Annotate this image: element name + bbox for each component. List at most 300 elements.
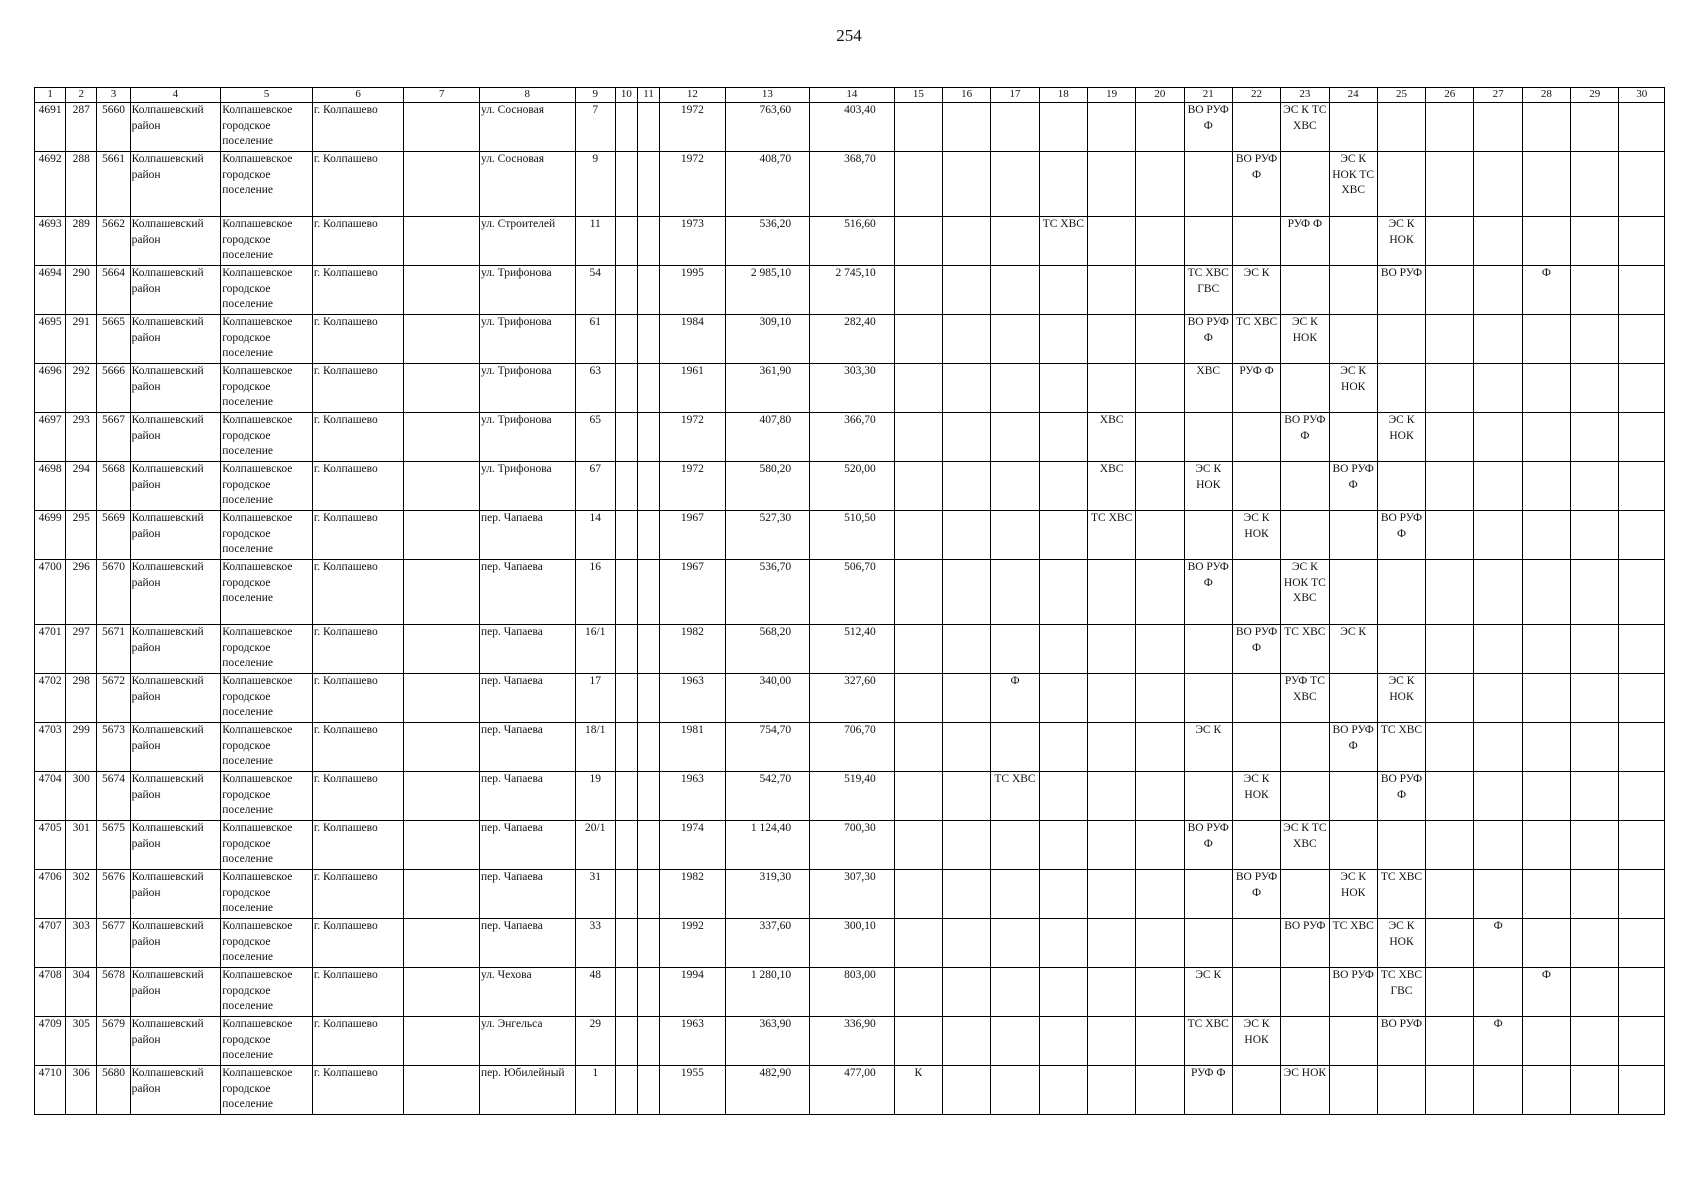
cell-col-29 xyxy=(1571,1066,1619,1115)
cell-col-29 xyxy=(1571,152,1619,217)
cell-col-16 xyxy=(943,413,991,462)
cell-col-15 xyxy=(894,364,942,413)
cell-col-30 xyxy=(1619,919,1665,968)
cell-col-21 xyxy=(1184,772,1232,821)
cell-col-13: 319,30 xyxy=(725,870,810,919)
cell-col-11 xyxy=(638,560,660,625)
cell-col-5: Колпашевское городское поселение xyxy=(221,1066,313,1115)
cell-col-27 xyxy=(1474,674,1522,723)
cell-col-27 xyxy=(1474,462,1522,511)
cell-col-24 xyxy=(1329,266,1377,315)
cell-col-6: г. Колпашево xyxy=(312,103,404,152)
cell-col-8: пер. Чапаева xyxy=(479,919,575,968)
cell-col-24: ЭС К НОК xyxy=(1329,870,1377,919)
cell-col-20 xyxy=(1136,511,1184,560)
cell-col-26 xyxy=(1426,560,1474,625)
cell-col-20 xyxy=(1136,413,1184,462)
cell-col-18 xyxy=(1039,870,1087,919)
cell-col-23 xyxy=(1281,968,1329,1017)
cell-col-22: ЭС К НОК xyxy=(1232,511,1280,560)
cell-col-17 xyxy=(991,511,1039,560)
cell-col-23 xyxy=(1281,870,1329,919)
cell-col-8: пер. Чапаева xyxy=(479,625,575,674)
cell-col-26 xyxy=(1426,413,1474,462)
cell-col-20 xyxy=(1136,217,1184,266)
cell-col-18 xyxy=(1039,152,1087,217)
cell-col-26 xyxy=(1426,152,1474,217)
cell-col-5: Колпашевское городское поселение xyxy=(221,772,313,821)
cell-col-12: 1972 xyxy=(660,152,725,217)
cell-col-27 xyxy=(1474,870,1522,919)
cell-col-24 xyxy=(1329,217,1377,266)
cell-col-14: 506,70 xyxy=(810,560,895,625)
cell-col-26 xyxy=(1426,870,1474,919)
cell-col-11 xyxy=(638,152,660,217)
cell-col-9: 54 xyxy=(575,266,615,315)
cell-col-28 xyxy=(1522,1066,1570,1115)
cell-col-27 xyxy=(1474,1066,1522,1115)
cell-col-7 xyxy=(404,821,480,870)
column-header-13: 13 xyxy=(725,88,810,103)
cell-col-12: 1984 xyxy=(660,315,725,364)
cell-col-2: 293 xyxy=(66,413,97,462)
cell-col-7 xyxy=(404,217,480,266)
cell-col-10 xyxy=(615,1066,637,1115)
cell-col-22 xyxy=(1232,821,1280,870)
cell-col-5: Колпашевское городское поселение xyxy=(221,462,313,511)
cell-col-6: г. Колпашево xyxy=(312,919,404,968)
cell-col-29 xyxy=(1571,821,1619,870)
cell-col-18 xyxy=(1039,266,1087,315)
cell-col-14: 403,40 xyxy=(810,103,895,152)
cell-col-13: 2 985,10 xyxy=(725,266,810,315)
cell-col-26 xyxy=(1426,315,1474,364)
cell-col-26 xyxy=(1426,821,1474,870)
cell-col-24 xyxy=(1329,1017,1377,1066)
cell-col-27 xyxy=(1474,772,1522,821)
cell-col-16 xyxy=(943,1066,991,1115)
cell-col-25: ВО РУФ xyxy=(1377,266,1425,315)
cell-col-29 xyxy=(1571,462,1619,511)
cell-col-12: 1972 xyxy=(660,413,725,462)
column-header-24: 24 xyxy=(1329,88,1377,103)
cell-col-21: ВО РУФ Ф xyxy=(1184,315,1232,364)
cell-col-4: Колпашевский район xyxy=(130,968,221,1017)
cell-col-17 xyxy=(991,217,1039,266)
cell-col-5: Колпашевское городское поселение xyxy=(221,315,313,364)
table-row xyxy=(35,1066,1665,1115)
table-row xyxy=(35,1017,1665,1066)
cell-col-21 xyxy=(1184,674,1232,723)
cell-col-14: 336,90 xyxy=(810,1017,895,1066)
cell-col-26 xyxy=(1426,511,1474,560)
cell-col-24 xyxy=(1329,103,1377,152)
cell-col-7 xyxy=(404,1017,480,1066)
cell-col-19 xyxy=(1087,625,1135,674)
cell-col-27 xyxy=(1474,723,1522,772)
cell-col-23: ЭС К НОК xyxy=(1281,315,1329,364)
cell-col-5: Колпашевское городское поселение xyxy=(221,364,313,413)
table-row xyxy=(35,674,1665,723)
cell-col-10 xyxy=(615,462,637,511)
cell-col-2: 305 xyxy=(66,1017,97,1066)
cell-col-18 xyxy=(1039,674,1087,723)
cell-col-26 xyxy=(1426,364,1474,413)
cell-col-13: 536,20 xyxy=(725,217,810,266)
cell-col-1: 4704 xyxy=(35,772,66,821)
cell-col-28 xyxy=(1522,315,1570,364)
cell-col-17 xyxy=(991,625,1039,674)
cell-col-6: г. Колпашево xyxy=(312,821,404,870)
cell-col-12: 1972 xyxy=(660,462,725,511)
cell-col-30 xyxy=(1619,364,1665,413)
cell-col-24: ВО РУФ xyxy=(1329,968,1377,1017)
cell-col-18 xyxy=(1039,625,1087,674)
cell-col-3: 5661 xyxy=(97,152,130,217)
cell-col-14: 516,60 xyxy=(810,217,895,266)
cell-col-1: 4709 xyxy=(35,1017,66,1066)
cell-col-10 xyxy=(615,315,637,364)
cell-col-13: 337,60 xyxy=(725,919,810,968)
cell-col-13: 763,60 xyxy=(725,103,810,152)
cell-col-2: 291 xyxy=(66,315,97,364)
cell-col-13: 482,90 xyxy=(725,1066,810,1115)
cell-col-13: 408,70 xyxy=(725,152,810,217)
cell-col-28 xyxy=(1522,217,1570,266)
cell-col-11 xyxy=(638,413,660,462)
cell-col-11 xyxy=(638,462,660,511)
cell-col-6: г. Колпашево xyxy=(312,266,404,315)
cell-col-9: 18/1 xyxy=(575,723,615,772)
cell-col-2: 287 xyxy=(66,103,97,152)
cell-col-4: Колпашевский район xyxy=(130,723,221,772)
cell-col-12: 1967 xyxy=(660,511,725,560)
cell-col-16 xyxy=(943,968,991,1017)
table-row xyxy=(35,723,1665,772)
cell-col-25 xyxy=(1377,625,1425,674)
cell-col-10 xyxy=(615,625,637,674)
cell-col-19 xyxy=(1087,103,1135,152)
cell-col-22: ЭС К НОК xyxy=(1232,772,1280,821)
cell-col-12: 1982 xyxy=(660,870,725,919)
cell-col-10 xyxy=(615,364,637,413)
cell-col-12: 1982 xyxy=(660,625,725,674)
cell-col-26 xyxy=(1426,217,1474,266)
cell-col-20 xyxy=(1136,968,1184,1017)
cell-col-9: 67 xyxy=(575,462,615,511)
cell-col-25: ТС ХВС ГВС xyxy=(1377,968,1425,1017)
cell-col-26 xyxy=(1426,103,1474,152)
cell-col-21 xyxy=(1184,217,1232,266)
cell-col-3: 5674 xyxy=(97,772,130,821)
cell-col-4: Колпашевский район xyxy=(130,413,221,462)
column-header-3: 3 xyxy=(97,88,130,103)
cell-col-2: 299 xyxy=(66,723,97,772)
cell-col-24 xyxy=(1329,511,1377,560)
cell-col-30 xyxy=(1619,315,1665,364)
column-header-18: 18 xyxy=(1039,88,1087,103)
cell-col-19 xyxy=(1087,217,1135,266)
cell-col-2: 298 xyxy=(66,674,97,723)
cell-col-7 xyxy=(404,511,480,560)
cell-col-8: пер. Чапаева xyxy=(479,870,575,919)
table-row xyxy=(35,152,1665,217)
cell-col-15 xyxy=(894,870,942,919)
cell-col-20 xyxy=(1136,821,1184,870)
column-header-4: 4 xyxy=(130,88,221,103)
cell-col-11 xyxy=(638,870,660,919)
cell-col-1: 4697 xyxy=(35,413,66,462)
cell-col-14: 282,40 xyxy=(810,315,895,364)
cell-col-11 xyxy=(638,968,660,1017)
cell-col-5: Колпашевское городское поселение xyxy=(221,625,313,674)
cell-col-18 xyxy=(1039,821,1087,870)
cell-col-21: ЭС К xyxy=(1184,968,1232,1017)
cell-col-30 xyxy=(1619,870,1665,919)
cell-col-12: 1981 xyxy=(660,723,725,772)
cell-col-20 xyxy=(1136,315,1184,364)
cell-col-11 xyxy=(638,821,660,870)
column-header-27: 27 xyxy=(1474,88,1522,103)
cell-col-7 xyxy=(404,968,480,1017)
cell-col-10 xyxy=(615,152,637,217)
cell-col-16 xyxy=(943,462,991,511)
cell-col-25 xyxy=(1377,152,1425,217)
cell-col-21: ТС ХВС xyxy=(1184,1017,1232,1066)
cell-col-6: г. Колпашево xyxy=(312,217,404,266)
cell-col-12: 1992 xyxy=(660,919,725,968)
cell-col-30 xyxy=(1619,413,1665,462)
cell-col-17 xyxy=(991,462,1039,511)
cell-col-26 xyxy=(1426,1066,1474,1115)
cell-col-12: 1963 xyxy=(660,674,725,723)
cell-col-9: 9 xyxy=(575,152,615,217)
table-row xyxy=(35,413,1665,462)
cell-col-21: ХВС xyxy=(1184,364,1232,413)
cell-col-18 xyxy=(1039,723,1087,772)
cell-col-28 xyxy=(1522,723,1570,772)
cell-col-28 xyxy=(1522,674,1570,723)
column-header-29: 29 xyxy=(1571,88,1619,103)
cell-col-27 xyxy=(1474,560,1522,625)
cell-col-1: 4698 xyxy=(35,462,66,511)
cell-col-16 xyxy=(943,217,991,266)
cell-col-3: 5673 xyxy=(97,723,130,772)
cell-col-16 xyxy=(943,674,991,723)
cell-col-12: 1963 xyxy=(660,772,725,821)
cell-col-14: 327,60 xyxy=(810,674,895,723)
cell-col-23: ЭС НОК xyxy=(1281,1066,1329,1115)
column-header-8: 8 xyxy=(479,88,575,103)
cell-col-15 xyxy=(894,152,942,217)
cell-col-17 xyxy=(991,1066,1039,1115)
cell-col-4: Колпашевский район xyxy=(130,511,221,560)
cell-col-14: 303,30 xyxy=(810,364,895,413)
cell-col-3: 5665 xyxy=(97,315,130,364)
cell-col-1: 4696 xyxy=(35,364,66,413)
cell-col-23: РУФ ТС ХВС xyxy=(1281,674,1329,723)
cell-col-3: 5678 xyxy=(97,968,130,1017)
cell-col-17 xyxy=(991,968,1039,1017)
cell-col-2: 306 xyxy=(66,1066,97,1115)
cell-col-15 xyxy=(894,315,942,364)
cell-col-3: 5680 xyxy=(97,1066,130,1115)
cell-col-8: пер. Чапаева xyxy=(479,821,575,870)
cell-col-20 xyxy=(1136,919,1184,968)
cell-col-3: 5671 xyxy=(97,625,130,674)
cell-col-30 xyxy=(1619,968,1665,1017)
cell-col-26 xyxy=(1426,1017,1474,1066)
cell-col-23: РУФ Ф xyxy=(1281,217,1329,266)
cell-col-16 xyxy=(943,870,991,919)
cell-col-25 xyxy=(1377,560,1425,625)
cell-col-27 xyxy=(1474,821,1522,870)
cell-col-26 xyxy=(1426,919,1474,968)
cell-col-14: 300,10 xyxy=(810,919,895,968)
cell-col-28 xyxy=(1522,625,1570,674)
table-row xyxy=(35,625,1665,674)
cell-col-21 xyxy=(1184,413,1232,462)
cell-col-30 xyxy=(1619,625,1665,674)
cell-col-27 xyxy=(1474,103,1522,152)
cell-col-28 xyxy=(1522,1017,1570,1066)
cell-col-22 xyxy=(1232,560,1280,625)
cell-col-7 xyxy=(404,364,480,413)
cell-col-7 xyxy=(404,625,480,674)
cell-col-8: пер. Чапаева xyxy=(479,674,575,723)
cell-col-7 xyxy=(404,919,480,968)
cell-col-5: Колпашевское городское поселение xyxy=(221,968,313,1017)
cell-col-15 xyxy=(894,266,942,315)
cell-col-27 xyxy=(1474,968,1522,1017)
column-header-26: 26 xyxy=(1426,88,1474,103)
housing-registry-table xyxy=(34,87,1665,1115)
column-header-17: 17 xyxy=(991,88,1039,103)
cell-col-29 xyxy=(1571,674,1619,723)
cell-col-28 xyxy=(1522,462,1570,511)
cell-col-11 xyxy=(638,103,660,152)
cell-col-24: ЭС К НОК xyxy=(1329,364,1377,413)
cell-col-4: Колпашевский район xyxy=(130,462,221,511)
column-header-12: 12 xyxy=(660,88,725,103)
cell-col-20 xyxy=(1136,103,1184,152)
cell-col-21 xyxy=(1184,625,1232,674)
cell-col-20 xyxy=(1136,152,1184,217)
cell-col-6: г. Колпашево xyxy=(312,560,404,625)
cell-col-1: 4693 xyxy=(35,217,66,266)
cell-col-1: 4692 xyxy=(35,152,66,217)
cell-col-12: 1994 xyxy=(660,968,725,1017)
cell-col-12: 1961 xyxy=(660,364,725,413)
cell-col-6: г. Колпашево xyxy=(312,462,404,511)
column-header-30: 30 xyxy=(1619,88,1665,103)
cell-col-8: ул. Трифонова xyxy=(479,315,575,364)
cell-col-27: Ф xyxy=(1474,1017,1522,1066)
cell-col-25: ЭС К НОК xyxy=(1377,217,1425,266)
cell-col-7 xyxy=(404,462,480,511)
cell-col-21: ВО РУФ Ф xyxy=(1184,103,1232,152)
cell-col-6: г. Колпашево xyxy=(312,968,404,1017)
cell-col-5: Колпашевское городское поселение xyxy=(221,560,313,625)
cell-col-28 xyxy=(1522,821,1570,870)
table-row xyxy=(35,821,1665,870)
cell-col-22: ТС ХВС xyxy=(1232,315,1280,364)
cell-col-5: Колпашевское городское поселение xyxy=(221,1017,313,1066)
cell-col-29 xyxy=(1571,919,1619,968)
cell-col-22 xyxy=(1232,723,1280,772)
cell-col-10 xyxy=(615,968,637,1017)
cell-col-25 xyxy=(1377,1066,1425,1115)
table-row xyxy=(35,511,1665,560)
cell-col-27 xyxy=(1474,217,1522,266)
cell-col-1: 4705 xyxy=(35,821,66,870)
cell-col-18 xyxy=(1039,1066,1087,1115)
cell-col-14: 803,00 xyxy=(810,968,895,1017)
table-body xyxy=(35,103,1665,1115)
cell-col-1: 4694 xyxy=(35,266,66,315)
cell-col-24: ЭС К xyxy=(1329,625,1377,674)
column-header-20: 20 xyxy=(1136,88,1184,103)
cell-col-3: 5668 xyxy=(97,462,130,511)
cell-col-4: Колпашевский район xyxy=(130,821,221,870)
cell-col-7 xyxy=(404,413,480,462)
column-header-22: 22 xyxy=(1232,88,1280,103)
cell-col-28 xyxy=(1522,364,1570,413)
cell-col-15 xyxy=(894,103,942,152)
cell-col-20 xyxy=(1136,1066,1184,1115)
cell-col-2: 301 xyxy=(66,821,97,870)
cell-col-30 xyxy=(1619,511,1665,560)
cell-col-23 xyxy=(1281,1017,1329,1066)
cell-col-1: 4708 xyxy=(35,968,66,1017)
cell-col-11 xyxy=(638,511,660,560)
cell-col-25 xyxy=(1377,821,1425,870)
cell-col-9: 29 xyxy=(575,1017,615,1066)
cell-col-28 xyxy=(1522,511,1570,560)
cell-col-30 xyxy=(1619,772,1665,821)
cell-col-14: 477,00 xyxy=(810,1066,895,1115)
cell-col-1: 4700 xyxy=(35,560,66,625)
cell-col-13: 309,10 xyxy=(725,315,810,364)
cell-col-15 xyxy=(894,968,942,1017)
cell-col-11 xyxy=(638,919,660,968)
column-header-6: 6 xyxy=(312,88,404,103)
cell-col-15 xyxy=(894,772,942,821)
cell-col-20 xyxy=(1136,560,1184,625)
cell-col-24 xyxy=(1329,413,1377,462)
cell-col-3: 5666 xyxy=(97,364,130,413)
cell-col-7 xyxy=(404,103,480,152)
column-header-15: 15 xyxy=(894,88,942,103)
cell-col-29 xyxy=(1571,413,1619,462)
page-number: 254 xyxy=(836,26,862,45)
cell-col-22 xyxy=(1232,1066,1280,1115)
cell-col-17 xyxy=(991,821,1039,870)
cell-col-11 xyxy=(638,772,660,821)
cell-col-25 xyxy=(1377,103,1425,152)
cell-col-9: 20/1 xyxy=(575,821,615,870)
cell-col-21: РУФ Ф xyxy=(1184,1066,1232,1115)
cell-col-24 xyxy=(1329,1066,1377,1115)
cell-col-8: пер. Юбилейный xyxy=(479,1066,575,1115)
cell-col-9: 31 xyxy=(575,870,615,919)
cell-col-16 xyxy=(943,723,991,772)
cell-col-25: ВО РУФ Ф xyxy=(1377,511,1425,560)
cell-col-2: 288 xyxy=(66,152,97,217)
cell-col-21 xyxy=(1184,511,1232,560)
cell-col-25: ЭС К НОК xyxy=(1377,674,1425,723)
cell-col-15: К xyxy=(894,1066,942,1115)
